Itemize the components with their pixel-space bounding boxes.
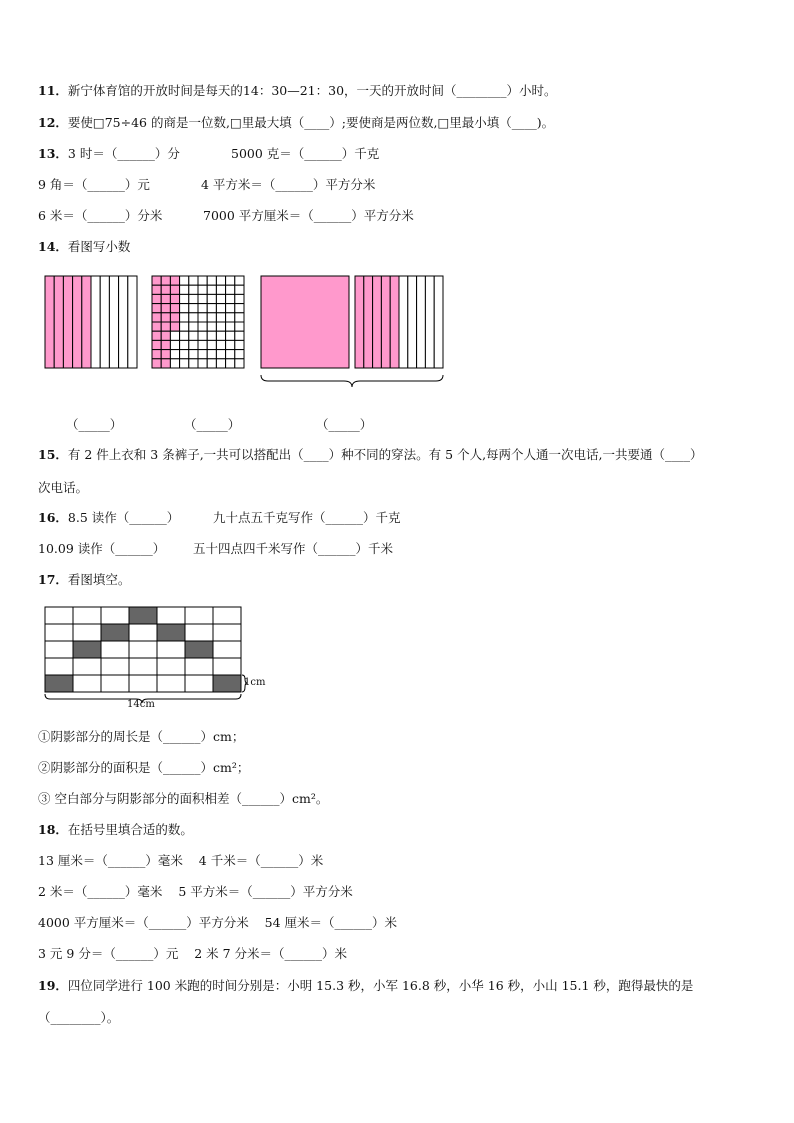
hundredth-cell	[170, 340, 179, 349]
hundredth-cell	[170, 304, 179, 313]
write-number: 五十四点四千米写作（______）千米	[193, 541, 394, 556]
tenth-strip	[417, 276, 426, 368]
hundredth-cell	[152, 359, 161, 368]
question-text: 有 2 件上衣和 3 条裤子,一共可以搭配出（____）种不同的穿法。有 5 个人,每两个人通一次电话,一共要通（____）	[67, 447, 703, 462]
hundredth-cell	[198, 304, 207, 313]
tenth-strip	[119, 276, 128, 368]
tenth-strip	[381, 276, 390, 368]
hundredth-cell	[198, 285, 207, 294]
grid-cell	[185, 658, 213, 675]
hundredth-cell	[207, 359, 216, 368]
hundredth-cell	[198, 294, 207, 303]
question-17-item-3: ③ 空白部分与阴影部分的面积相差（______）cm²。	[38, 791, 329, 806]
grid-cell	[185, 675, 213, 692]
grid-cell	[73, 658, 101, 675]
hundredth-cell	[152, 304, 161, 313]
grid-cell	[185, 607, 213, 624]
hundredth-cell	[235, 276, 244, 285]
grid-cell	[213, 624, 241, 641]
hundredths-grid-figure	[151, 275, 245, 369]
shaded-cell	[101, 624, 129, 641]
question-18-row-1: 13 厘米＝（______）毫米 4 千米＝（______）米	[38, 853, 324, 868]
tenth-strip	[63, 276, 72, 368]
hundredth-cell	[216, 350, 225, 359]
hundredth-cell	[180, 331, 189, 340]
hundredth-cell	[198, 340, 207, 349]
hundredth-cell	[226, 322, 235, 331]
hundredth-cell	[226, 350, 235, 359]
hundredth-cell	[180, 313, 189, 322]
hundredth-cell	[180, 340, 189, 349]
question-18	[38, 822, 193, 838]
hundredth-cell	[180, 294, 189, 303]
hundredth-cell	[216, 340, 225, 349]
read-number: 8.5 读作（______）	[67, 510, 180, 525]
tenth-strip	[425, 276, 434, 368]
hundredth-cell	[161, 304, 170, 313]
hundredth-cell	[170, 359, 179, 368]
tenth-strip	[373, 276, 382, 368]
hundredth-cell	[198, 313, 207, 322]
grid-cell	[157, 607, 185, 624]
hundredth-cell	[226, 340, 235, 349]
hundredth-cell	[216, 313, 225, 322]
hundredth-cell	[180, 359, 189, 368]
grid-cell	[45, 641, 73, 658]
hundredth-cell	[216, 276, 225, 285]
tenth-strip	[73, 276, 82, 368]
tenth-strip	[364, 276, 373, 368]
shaded-grid-figure	[44, 606, 284, 710]
hundredth-cell	[189, 359, 198, 368]
hundredth-cell	[189, 313, 198, 322]
tenth-strip	[399, 276, 408, 368]
grid-cell	[129, 675, 157, 692]
hundredth-cell	[189, 322, 198, 331]
question-number: 14．	[38, 239, 68, 254]
hundredth-cell	[152, 313, 161, 322]
grid-cell	[129, 658, 157, 675]
hundredth-cell	[161, 340, 170, 349]
grid-cell	[129, 624, 157, 641]
hundredth-cell	[180, 350, 189, 359]
grid-cell	[157, 641, 185, 658]
square-and-strips-figure	[260, 275, 444, 385]
grid-cell	[101, 607, 129, 624]
grid-cell	[101, 675, 129, 692]
question-13-row-1	[38, 146, 180, 162]
question-16-row-2: 10.09 读作（______）	[38, 541, 166, 556]
tenth-strip	[434, 276, 443, 368]
question-11	[38, 83, 557, 99]
hundredth-cell	[235, 294, 244, 303]
hundredth-cell	[170, 313, 179, 322]
hundredth-cell	[152, 322, 161, 331]
question-number: 13．	[38, 146, 68, 161]
tenth-strip	[109, 276, 118, 368]
hundredth-cell	[161, 350, 170, 359]
question-17-item-2: ②阴影部分的面积是（______）cm²；	[38, 760, 250, 775]
answer-blank: （_____）	[66, 417, 123, 432]
hundredth-cell	[161, 359, 170, 368]
hundredth-cell	[207, 340, 216, 349]
grid-cell	[185, 624, 213, 641]
grid-cell	[157, 675, 185, 692]
question-19-continued: （________）。	[38, 1010, 120, 1025]
hundredth-cell	[226, 285, 235, 294]
hundredth-cell	[161, 322, 170, 331]
hundredth-cell	[170, 322, 179, 331]
hundredth-cell	[152, 331, 161, 340]
hundredth-cell	[235, 331, 244, 340]
tenth-strip	[54, 276, 63, 368]
hundredth-cell	[235, 350, 244, 359]
question-text: 新宁体育馆的开放时间是每天的14：30—21：30，一天的开放时间（________）小时。	[67, 83, 557, 98]
grid-cell	[45, 624, 73, 641]
question-text: 四位同学进行 100 米跑的时间分别是：小明 15.3 秒，小军 16.8 秒，小华 16 秒，小山 15.1 秒，跑得最快的是	[67, 978, 694, 993]
question-text: 要使□75÷46 的商是一位数,□里最大填（____）;要使商是两位数,□里最小填（____)。	[67, 115, 555, 130]
answer-blank: （_____）	[184, 417, 241, 432]
question-15	[38, 447, 703, 463]
tenth-strip	[128, 276, 137, 368]
hundredth-cell	[216, 359, 225, 368]
hundredth-cell	[170, 276, 179, 285]
hundredth-cell	[207, 285, 216, 294]
grid-cell	[45, 607, 73, 624]
grid-cell	[73, 675, 101, 692]
hundredth-cell	[170, 294, 179, 303]
hundredth-cell	[170, 331, 179, 340]
hundredth-cell	[180, 285, 189, 294]
hundredth-cell	[235, 285, 244, 294]
hundredth-cell	[226, 294, 235, 303]
grid-cell	[101, 658, 129, 675]
question-15-continued: 次电话。	[38, 480, 89, 495]
hundredth-cell	[235, 340, 244, 349]
hundredth-cell	[207, 294, 216, 303]
hundredth-cell	[207, 331, 216, 340]
question-number: 18．	[38, 822, 68, 837]
hundredth-cell	[152, 294, 161, 303]
grid-cell	[73, 624, 101, 641]
question-number: 19．	[38, 978, 68, 993]
question-14	[38, 239, 130, 255]
question-number: 15．	[38, 447, 68, 462]
tenth-strip	[91, 276, 100, 368]
tenth-strip	[408, 276, 417, 368]
question-16-row-1	[38, 510, 179, 526]
question-number: 16．	[38, 510, 68, 525]
conversion-b: 7000 平方厘米＝（______）平方分米	[203, 208, 414, 223]
hundredth-cell	[235, 359, 244, 368]
question-title: 看图写小数	[67, 239, 131, 254]
hundredth-cell	[161, 285, 170, 294]
tenth-strip	[100, 276, 109, 368]
hundredth-cell	[207, 313, 216, 322]
hundredth-cell	[226, 331, 235, 340]
hundredth-cell	[170, 285, 179, 294]
grid-cell	[213, 658, 241, 675]
hundredth-cell	[207, 350, 216, 359]
question-title: 在括号里填合适的数。	[67, 822, 193, 837]
grid-cell	[73, 607, 101, 624]
tenth-strip	[390, 276, 399, 368]
hundredth-cell	[161, 276, 170, 285]
hundredth-cell	[189, 276, 198, 285]
tenth-strip	[82, 276, 91, 368]
grid-cell	[157, 658, 185, 675]
conversion-b: 5000 克＝（______）千克	[231, 146, 380, 161]
question-17-item-1: ①阴影部分的周长是（______）cm；	[38, 729, 245, 744]
hundredth-cell	[207, 276, 216, 285]
tenth-strip	[355, 276, 364, 368]
question-13-row-3: 6 米＝（______）分米	[38, 208, 163, 223]
hundredth-cell	[207, 322, 216, 331]
unit-label: 1cm	[244, 677, 266, 688]
question-18-row-2: 2 米＝（______）毫米 5 平方米＝（______）平方分米	[38, 884, 353, 899]
question-18-row-3: 4000 平方厘米＝（______）平方分米 54 厘米＝（______）米	[38, 915, 398, 930]
hundredth-cell	[198, 359, 207, 368]
hundredth-cell	[216, 294, 225, 303]
hundredth-cell	[189, 294, 198, 303]
hundredth-cell	[189, 331, 198, 340]
question-number: 12．	[38, 115, 68, 130]
hundredth-cell	[198, 350, 207, 359]
hundredth-cell	[180, 304, 189, 313]
hundredth-cell	[170, 350, 179, 359]
question-number: 17．	[38, 572, 68, 587]
question-19	[38, 978, 693, 994]
hundredth-cell	[198, 322, 207, 331]
hundredth-cell	[152, 285, 161, 294]
question-18-row-4: 3 元 9 分＝（______）元 2 米 7 分米＝（______）米	[38, 946, 348, 961]
hundredth-cell	[216, 322, 225, 331]
hundredth-cell	[180, 276, 189, 285]
grid-cell	[129, 641, 157, 658]
shaded-cell	[45, 675, 73, 692]
hundredth-cell	[226, 304, 235, 313]
conversion-b: 4 平方米＝（______）平方分米	[201, 177, 376, 192]
question-title: 看图填空。	[67, 572, 131, 587]
width-label: 14cm	[127, 699, 155, 710]
hundredth-cell	[207, 304, 216, 313]
shaded-cell	[213, 675, 241, 692]
hundredth-cell	[235, 313, 244, 322]
hundredth-cell	[226, 313, 235, 322]
hundredth-cell	[152, 276, 161, 285]
question-13-row-2: 9 角＝（______）元	[38, 177, 150, 192]
grid-cell	[213, 641, 241, 658]
whole-square	[261, 276, 349, 368]
shaded-cell	[157, 624, 185, 641]
conversion-a: 3 时＝（______）分	[67, 146, 180, 161]
hundredth-cell	[198, 276, 207, 285]
hundredth-cell	[216, 304, 225, 313]
question-17	[38, 572, 130, 588]
grid-cell	[213, 607, 241, 624]
grid-cell	[101, 641, 129, 658]
hundredth-cell	[189, 285, 198, 294]
shaded-cell	[129, 607, 157, 624]
hundredth-cell	[235, 304, 244, 313]
shaded-cell	[185, 641, 213, 658]
hundredth-cell	[216, 285, 225, 294]
write-number: 九十点五千克写作（______）千克	[213, 510, 401, 525]
hundredth-cell	[180, 322, 189, 331]
question-12	[38, 115, 554, 131]
hundredth-cell	[235, 322, 244, 331]
hundredth-cell	[161, 331, 170, 340]
tenths-strip-figure	[44, 275, 138, 369]
grid-cell	[45, 658, 73, 675]
tenth-strip	[45, 276, 54, 368]
shaded-cell	[73, 641, 101, 658]
hundredth-cell	[189, 304, 198, 313]
hundredth-cell	[189, 340, 198, 349]
hundredth-cell	[216, 331, 225, 340]
hundredth-cell	[189, 350, 198, 359]
hundredth-cell	[161, 294, 170, 303]
hundredth-cell	[226, 276, 235, 285]
grouping-brace	[261, 375, 443, 387]
hundredth-cell	[152, 350, 161, 359]
question-number: 11．	[38, 83, 68, 98]
answer-blank: （_____）	[316, 417, 373, 432]
hundredth-cell	[198, 331, 207, 340]
hundredth-cell	[226, 359, 235, 368]
hundredth-cell	[152, 340, 161, 349]
hundredth-cell	[161, 313, 170, 322]
